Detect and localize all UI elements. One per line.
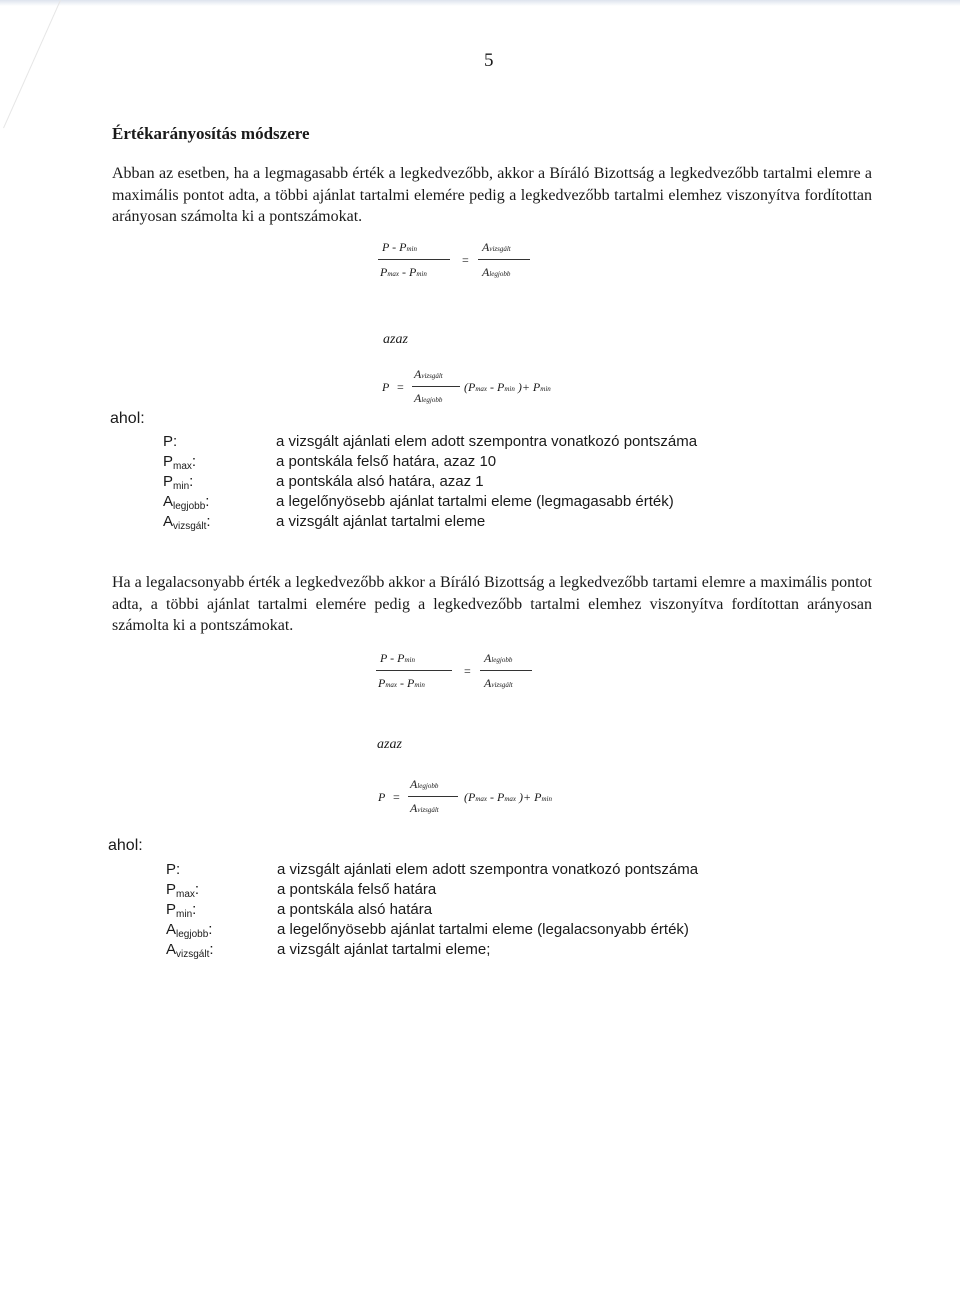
- formula1-den-right: Alegjobb: [482, 265, 511, 279]
- formula1-num-right: Avizsgált: [482, 240, 511, 254]
- page-number: 5: [484, 50, 494, 71]
- formula2-den: Avizsgált: [410, 801, 439, 815]
- fraction-bar: [478, 259, 530, 260]
- fraction-bar: [412, 386, 460, 387]
- def-label: $A_{legjobb}$:: [163, 493, 210, 512]
- formula1-den-left: Pmax - Pmin: [378, 676, 425, 690]
- equals-sign: =: [397, 380, 404, 394]
- def-label: P:: [166, 861, 181, 878]
- paragraph-lowest-best: Ha a legalacsonyabb érték a legkedvezőbb akkor a Bíráló Bizottság a legkedvezőbb tartami elemre a maximális pontot adta, a többi ajánlat tartalmi elemére pedig a legkedvezőbb tartalmi elemhez viszonyítva fordítottan arányosan számolta ki a pontszámokat.: [112, 574, 872, 634]
- fraction-bar: [378, 259, 450, 260]
- formula1-num-left: P - Pmin: [380, 651, 415, 665]
- def-label: $A_{vizsgált}$:: [166, 941, 214, 960]
- formula2-den: Alegjobb: [414, 391, 443, 405]
- azaz-label: azaz: [383, 332, 408, 347]
- formula1-den-right: Avizsgált: [484, 676, 513, 690]
- formula2-lhs: P: [378, 790, 386, 804]
- scan-artifact-line: [3, 0, 61, 128]
- def-label: $P_{max}$:: [166, 881, 200, 900]
- fraction-bar: [408, 796, 458, 797]
- def-desc: a vizsgált ajánlati elem adott szempontra vonatkozó pontszáma: [277, 861, 699, 878]
- def-desc: a vizsgált ajánlati elem adott szempontra vonatkozó pontszáma: [276, 433, 698, 450]
- formula1-num-right: Alegjobb: [484, 651, 513, 665]
- formula2-lhs: P: [382, 380, 390, 394]
- formula1-den-left: Pmax - Pmin: [380, 265, 427, 279]
- azaz-label: azaz: [377, 737, 402, 752]
- def-desc: a pontskála alsó határa, azaz 1: [276, 473, 484, 490]
- section-heading: Értékarányosítás módszere: [112, 124, 310, 143]
- def-label: $A_{vizsgált}$:: [163, 513, 211, 532]
- formula1-num-left: P - Pmin: [382, 240, 417, 254]
- def-desc: a vizsgált ajánlat tartalmi eleme;: [277, 941, 491, 958]
- def-label: $P_{min}$:: [163, 473, 194, 492]
- def-label: $A_{legjobb}$:: [166, 921, 213, 940]
- def-label: P:: [163, 433, 178, 450]
- ahol-label: ahol:: [110, 410, 145, 427]
- equals-sign: =: [393, 790, 400, 804]
- formula2-num: Avizsgált: [414, 367, 443, 381]
- ahol-label: ahol:: [108, 837, 143, 854]
- def-desc: a pontskála alsó határa: [277, 901, 433, 918]
- def-desc: a pontskála felső határa: [277, 881, 437, 898]
- scan-top-edge: [0, 0, 960, 6]
- formula2-num: Alegjobb: [410, 777, 439, 791]
- equals-sign: =: [462, 253, 469, 267]
- equals-sign: =: [464, 664, 471, 678]
- def-desc: a legelőnyösebb ajánlat tartalmi eleme (legmagasabb érték): [276, 493, 674, 510]
- formula2-rhs: (Pmax - Pmax )+ Pmin: [464, 790, 552, 804]
- fraction-bar: [480, 670, 532, 671]
- fraction-bar: [376, 670, 452, 671]
- def-desc: a legelőnyösebb ajánlat tartalmi eleme (legalacsonyabb érték): [277, 921, 689, 938]
- def-label: $P_{max}$:: [163, 453, 197, 472]
- def-desc: a pontskála felső határa, azaz 10: [276, 453, 497, 470]
- def-label: $P_{min}$:: [166, 901, 197, 920]
- formula2-rhs: (Pmax - Pmin )+ Pmin: [464, 380, 551, 394]
- paragraph-highest-best: Abban az esetben, ha a legmagasabb érték a legkedvezőbb, akkor a Bíráló Bizottság a legkedvezőbb tartalmi elemre a maximális pontot adta, a többi ajánlat tartalmi elemére pedig a legkedvezőbb tartalmi elemhez viszonyítva fordítottan arányosan számolta ki a pontszámokat.: [112, 165, 872, 225]
- def-desc: a vizsgált ajánlat tartalmi eleme: [276, 513, 486, 530]
